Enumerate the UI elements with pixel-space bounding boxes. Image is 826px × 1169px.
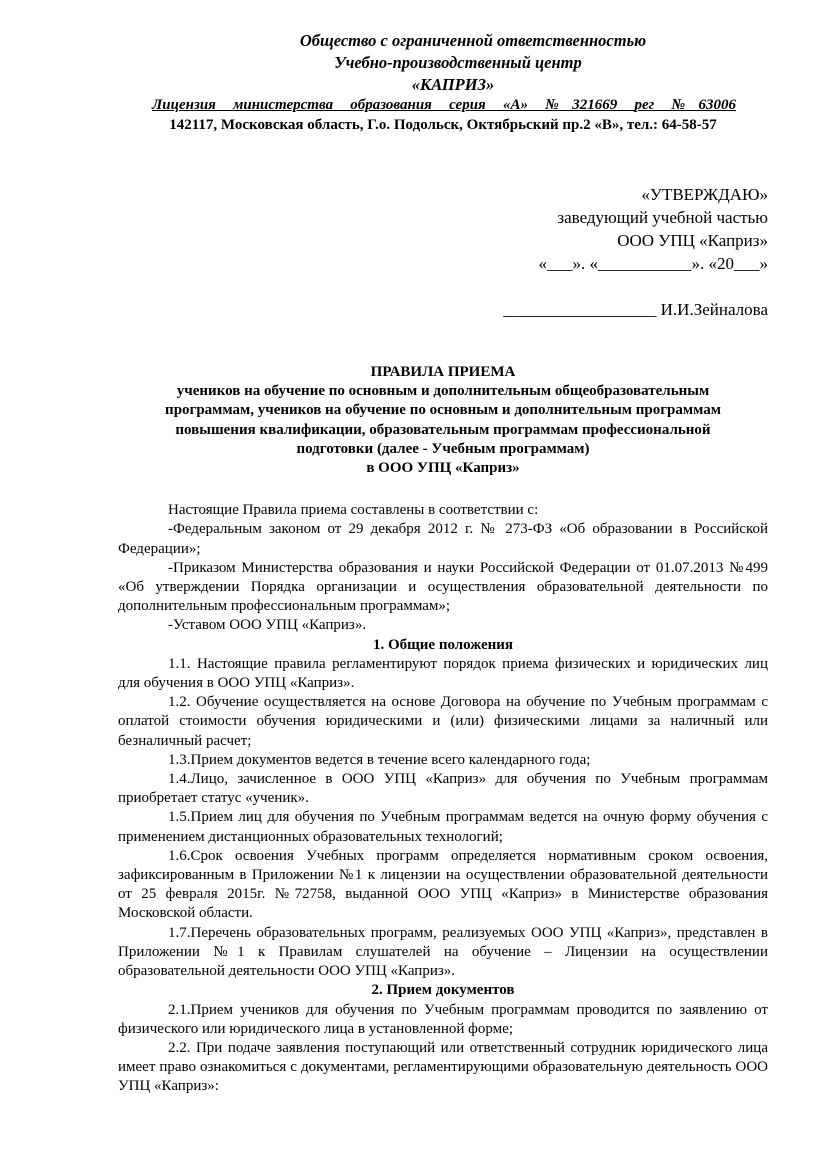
approval-date-line: «___». «___________». «20___» bbox=[538, 254, 768, 273]
section-paragraph: 1.7.Перечень образовательных программ, реализуемых ООО УПЦ «Каприз», представлен в Приложении №1 к Правилам слушателей на обучение – Лицензии на осуществлении образовательной деятельности ООО УПЦ «Каприз». bbox=[118, 924, 768, 980]
title-line: подготовки (далее - Учебным программам) bbox=[296, 440, 590, 457]
intro-paragraph: -Федеральным законом от 29 декабря 2012 г. № 273-ФЗ «Об образовании в Российской Федерации»; bbox=[118, 521, 768, 557]
document-body bbox=[118, 501, 768, 1096]
intro-paragraph: -Приказом Министерства образования и науки Российской Федерации от 01.07.2013 №499 «Об утверждении Порядка организации и осуществления образовательной деятельности по дополнительным профессиональным программам»; bbox=[118, 559, 768, 615]
approval-position: заведующий учебной частью bbox=[557, 208, 768, 227]
title-heading: ПРАВИЛА ПРИЕМА bbox=[370, 364, 516, 380]
approval-organization: ООО УПЦ «Каприз» bbox=[617, 231, 768, 250]
section-paragraph: 2.1.Прием учеников для обучения по Учебным программам проводится по заявлению от физического или юридического лица в установленной форме; bbox=[118, 1001, 768, 1037]
license-word: Лицензия bbox=[152, 97, 216, 113]
section-paragraph: 1.2. Обучение осуществляется на основе Договора на обучение по Учебным программам с оплатой стоимости обучения юридическими и (или) физическими лицами за наличный или безналичный расчет; bbox=[118, 694, 768, 749]
section-paragraph: 1.3.Прием документов ведется в течение всего календарного года; bbox=[168, 751, 591, 768]
org-name-line3: «КАПРИЗ» bbox=[411, 75, 495, 94]
section-paragraph: 1.6.Срок освоения Учебных программ определяется нормативным сроком освоения, зафиксированным в Приложении №1 к лицензии на осуществлении образовательной деятельности от 25 февраля 2015г. №72758, выданной ООО УПЦ «Каприз» в Министерстве образования Московской области. bbox=[118, 847, 768, 922]
license-line bbox=[152, 96, 736, 115]
section-paragraph: 1.4.Лицо, зачисленное в ООО УПЦ «Каприз» для обучения по Учебным программам приобретает статус «ученик». bbox=[118, 771, 768, 807]
license-registration: рег №63006 bbox=[634, 97, 737, 113]
document-page bbox=[118, 30, 768, 1097]
section-paragraph: 2.2. При подаче заявления поступающий или ответственный сотрудник юридического лица имеет право ознакомиться с документами, регламентирующими образовательную деятельность ООО УПЦ «Каприз»: bbox=[118, 1039, 768, 1095]
license-word: образования bbox=[350, 97, 432, 113]
license-word: министерства bbox=[233, 97, 334, 113]
title-line: в ООО УПЦ «Каприз» bbox=[366, 460, 520, 477]
approval-block bbox=[118, 183, 768, 321]
org-name-line1: Общество с ограниченной ответственностью bbox=[299, 31, 647, 50]
license-series: серия «А» bbox=[449, 97, 528, 113]
approval-title: «УТВЕРЖДАЮ» bbox=[641, 185, 768, 204]
title-line: программам, учеников на обучение по основным и дополнительным программам bbox=[165, 402, 721, 419]
intro-paragraph: Настоящие Правила приема составлены в соответствии с: bbox=[168, 502, 539, 519]
intro-paragraph: -Уставом ООО УПЦ «Каприз». bbox=[168, 617, 367, 634]
title-line: учеников на обучение по основным и дополнительным общеобразовательным bbox=[176, 383, 710, 400]
title-line: повышения квалификации, образовательным программам профессиональной bbox=[175, 421, 711, 438]
section-paragraph: 1.1. Настоящие правила регламентируют порядок приема физических и юридических лиц для обучения в ООО УПЦ «Каприз». bbox=[118, 655, 768, 692]
license-number: №321669 bbox=[545, 97, 618, 113]
section-heading: 1. Общие положения bbox=[372, 636, 514, 653]
address-line: 142117, Московская область, Г.о. Подольск, Октябрьский пр.2 «В», тел.: 64-58-57 bbox=[169, 117, 717, 133]
section-paragraph: 1.5.Прием лиц для обучения по Учебным программам ведется на очную форму обучения с применением дистанционных образовательных технологий; bbox=[118, 809, 768, 845]
approval-signature-line: __________________ И.И.Зейналова bbox=[503, 300, 768, 319]
org-name-line2: Учебно-производственный центр bbox=[334, 53, 582, 72]
organization-header bbox=[118, 30, 768, 96]
document-title bbox=[118, 363, 768, 478]
section-heading: 2. Прием документов bbox=[371, 982, 515, 999]
